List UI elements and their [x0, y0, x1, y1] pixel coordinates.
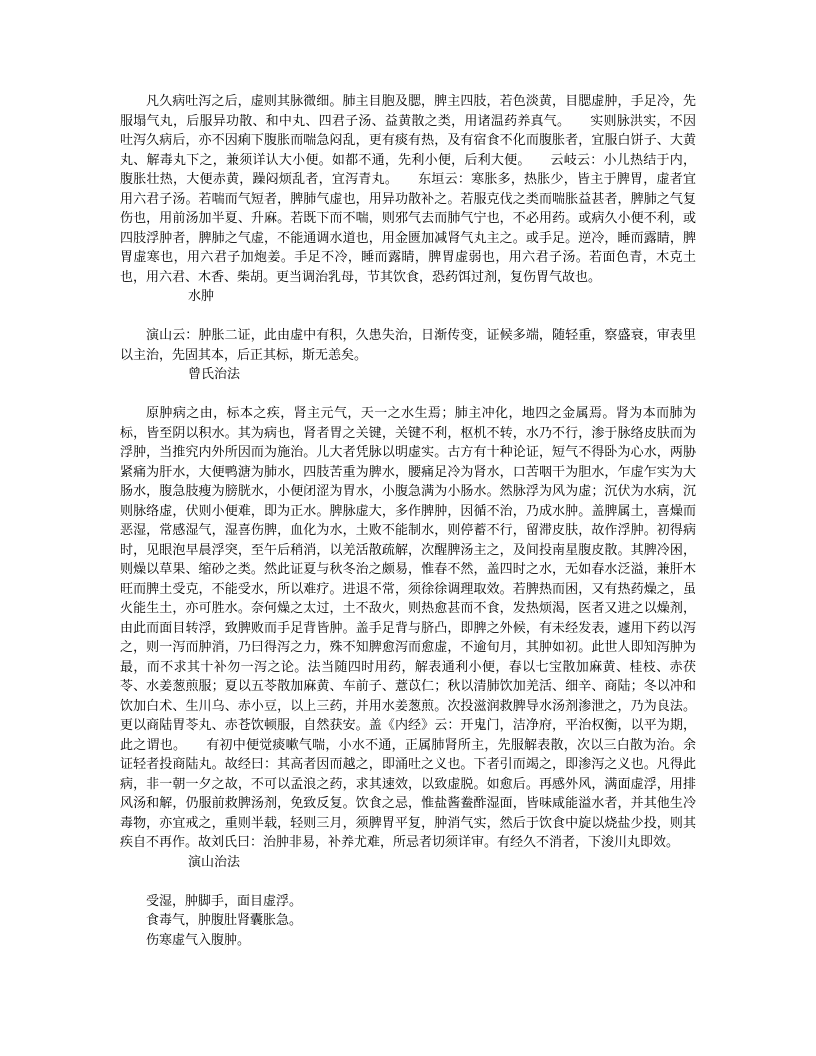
section-heading-zeng-method: 曾氏治法: [188, 367, 241, 382]
spacer: [120, 385, 696, 405]
paragraph-infant-vomiting-diarrhea: 凡久病吐泻之后，虚则其脉微细。肺主目胞及腮，脾主四肢，若色淡黄，目腮虚肿，手足冷，先服塌气丸，后服异功散、和中丸、四君子汤、益黄散之类，用诸温药养真气。 实则脉洪实，不因吐泻久病后，亦不因痢下腹胀而喘急闷乱，更有痰有热，及有宿食不化而腹胀者，宜服白饼子、大黄丸、解毒丸下之，兼须详认大小便。如都不通，先利小便，后利大便。 云岐云：小儿热结于内，腹胀壮热，大便赤黄，躁闷烦乱者，宜泻青丸。 东垣云：寒胀多，热胀少，皆主于脾胃，虚者宜用六君子汤。若喘而气短者，脾肺气虚也，用异功散补之。若服克伐之类而喘胀益甚者，脾肺之气复伤也，用前汤加半夏、升麻。若既下而不喘，则邪气去而肺气宁也，不必用药。或病久小便不利，或四肢浮肿者，脾肺之气虚，不能通调水道也，用金匮加减肾气丸主之。或手足。逆冷，睡而露睛，脾胃虚寒也，用六君子加炮姜。手足不冷，睡而露睛，脾胃虚弱也，用六君子汤。若面色青，木克土也，用六君、木香、柴胡。更当调治乳母，节其饮食，恐药饵过剂，复伤胃气故也。: [120, 94, 696, 285]
list-item: 受湿，肿脚手，面目虚浮。: [146, 893, 303, 909]
paragraph-yanshan-intro: 演山云：肿胀二证，此由虚中有积，久患失治，日渐传变，证候多端，随轻重，察盛衰，审表里以主治，先固其本，后正其标，斯无恙矣。: [120, 328, 696, 363]
list-item: 伤寒虚气入腹肿。: [146, 932, 251, 948]
spacer: [120, 307, 696, 327]
section-heading-yanshan-method: 演山治法: [188, 854, 241, 870]
section-heading-edema: 水肿: [188, 289, 215, 304]
document-page: [120, 92, 696, 950]
list-item: 食毒气，肿腹肚肾囊胀急。: [146, 913, 303, 928]
paragraph-zeng-treatment: 原肿病之由，标本之疾，肾主元气，天一之水生焉；肺主冲化，地四之金属焉。肾为本而肺为标，皆至阴以积水。其为病也，肾者胃之关键，关键不利，枢机不转，水乃不行，渗于脉络皮肤而为浮肿，当推究内外所因而为施治。儿大者凭脉以明虚实。古方有十种论证，短气不得卧为心水，两胁紧痛为肝水，大便鸭溏为肺水，四肢苦重为脾水，腰痛足冷为肾水，口苦咽干为胆水，乍虚乍实为大肠水，腹急肢瘦为膀胱水，小便闭涩为胃水，小腹急满为小肠水。然脉浮为风为虚；沉伏为水病，沉则脉络虚，伏则小便难，即为正水。脾脉虚大，多作脾肿，因循不治，乃成水肿。盖脾属土，喜燥而恶湿，常感湿气，湿喜伤脾，血化为水，土败不能制水，则停蓄不行，留滞皮肤，故作浮肿。初得病时，见眼泡早晨浮突，至午后稍消，以羌活散疏解，次醒脾汤主之，及间投南星腹皮散。其脾冷困，则燥以草果、缩砂之类。然此证夏与秋冬治之颇易，惟春不然，盖四时之水，无如春水泛溢，兼肝木旺而脾土受克，不能受水，所以难疗。进退不常，须徐徐调理取效。若脾热而困，又有热药燥之，虽火能生土，亦可胜水。奈何燥之太过，土不敌火，则热愈甚而不食，发热烦渴，医者又进之以燥剂，由此而面目转浮，致脾败而手足背皆肿。盖手足背与脐凸，即脾之外候，有未经发表，遽用下药以泻之，则一泻而肿消，乃曰得泻之力，殊不知脾愈泻而愈虚，不逾旬月，其肿如初。此世人即知泻肿为最，而不求其十补勿一泻之论。法当随四时用药，解表通利小便，春以七宝散加麻黄、桂枝、赤茯苓、水姜葱煎服；夏以五苓散加麻黄、车前子、薏苡仁；秋以清肺饮加羌活、细辛、商陆；冬以冲和饮加白术、生川乌、赤小豆，以上三药，并用水姜葱煎。次投滋润救脾导水汤剂渗泄之，乃为良法。更以商陆胃苓丸、赤苍饮顿服，自然获安。盖《内经》云：开鬼门，洁净府，平治权衡，以平为期，此之谓也。 有初中便觉痰嗽气喘，小水不通，正属肺肾所主，先服解表散，次以三白散为治。余证轻者投商陆丸。故经曰：其高者因而越之，即涌吐之义也。下者引而竭之，即渗泻之义也。凡得此病，非一朝一夕之故，不可以孟浪之药，求其速效，以致虚脱。如愈后。再感外风，满面虚浮，用排风汤和解，仍服前救脾汤剂，免致反复。饮食之忌，惟盐酱鲞酢湿面，皆味咸能溢水者，并其他生冷毒物，亦宜戒之，重则半载，轻则三月，须脾胃平复，肿消气实，然后于饮食中旋以烧盐少投，则其疾自不再作。故刘氏曰：治肿非易，补养尤难，所忌者切须详审。有经久不消者，下浚川丸即效。: [120, 406, 696, 850]
spacer: [120, 872, 696, 892]
